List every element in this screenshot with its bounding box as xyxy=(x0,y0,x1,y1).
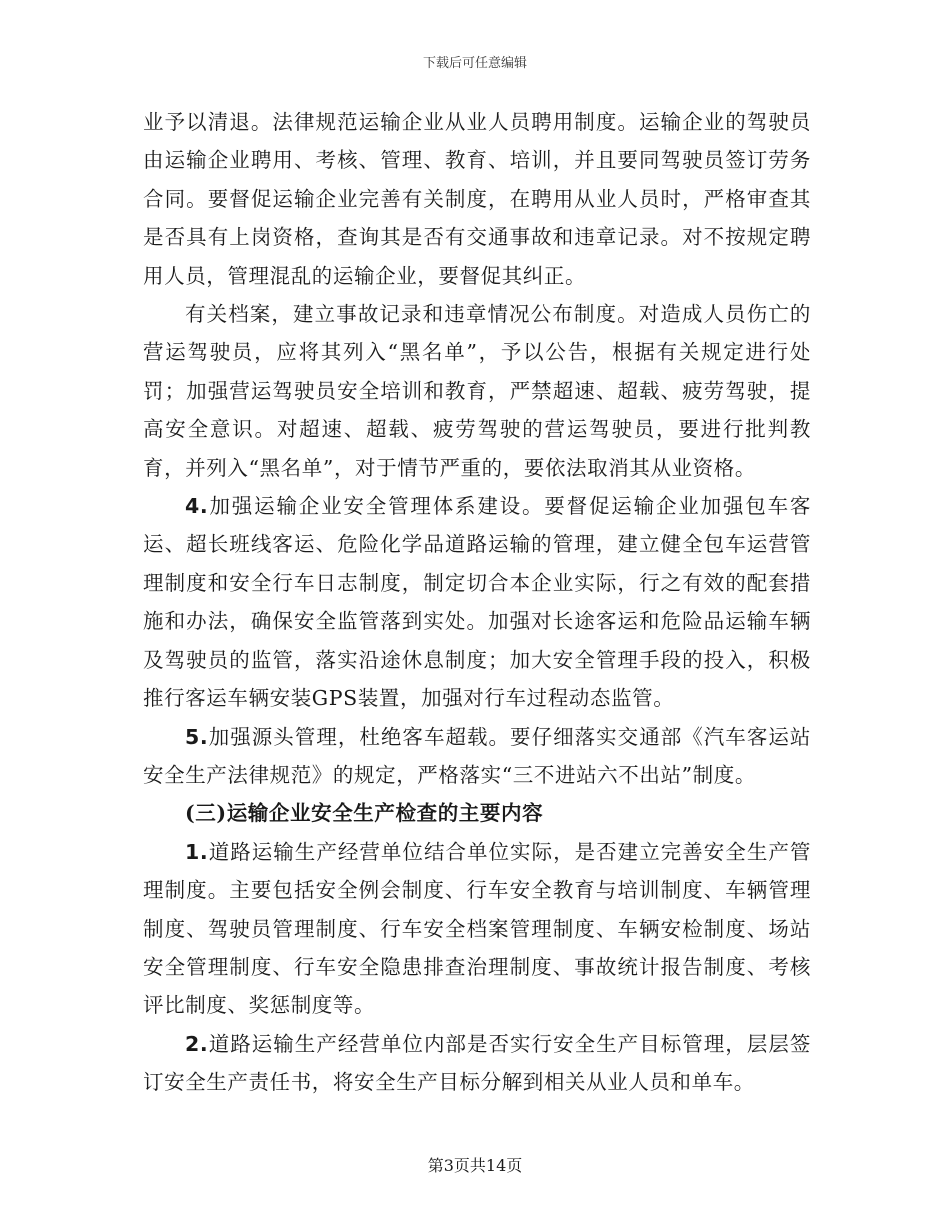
paragraph-item-5 xyxy=(143,718,811,795)
item-number: 4. xyxy=(185,494,209,519)
paragraph-text: 道路运输生产经营单位结合单位实际，是否建立完善安全生产管理制度。主要包括安全例会制度、行车安全教育与培训制度、车辆管理制度、驾驶员管理制度、行车安全档案管理制度、车辆安检制度、场站安全管理制度、行车安全隐患排查治理制度、事故统计报告制度、考核评比制度、奖惩制度等。 xyxy=(143,839,811,1018)
paragraph-text: 加强源头管理，杜绝客车超载。要仔细落实交通部《汽车客运站安全生产法律规范》的规定，严格落实“三不进站六不出站”制度。 xyxy=(143,724,811,787)
section-item-2 xyxy=(143,1025,811,1102)
page-footer: 第3页共14页 xyxy=(427,1156,523,1175)
item-number: 2. xyxy=(185,1031,209,1056)
paragraph-archives xyxy=(143,295,811,487)
paragraph-text: 加强运输企业安全管理体系建设。要督促运输企业加强包车客运、超长班线客运、危险化学品道路运输的管理，建立健全包车运营管理制度和安全行车日志制度，制定切合本企业实际，行之有效的配套措施和办法，确保安全监管落到实处。加强对长途客运和危险品运输车辆及驾驶员的监管，落实沿途休息制度；加大安全管理手段的投入，积极推行客运车辆安装GPS装置，加强对行车过程动态监管。 xyxy=(143,494,811,711)
page-header: 下载后可任意编辑 xyxy=(422,56,527,71)
paragraph-text: 道路运输生产经营单位内部是否实行安全生产目标管理，层层签订安全生产责任书，将安全生产目标分解到相关从业人员和单车。 xyxy=(143,1031,811,1095)
item-number: 1. xyxy=(185,839,209,864)
document-body xyxy=(143,103,811,1102)
paragraph-text: 业予以清退。法律规范运输企业从业人员聘用制度。运输企业的驾驶员由运输企业聘用、考核、管理、教育、培训，并且要同驾驶员签订劳务合同。要督促运输企业完善有关制度，在聘用从业人员时，严格审查其是否具有上岗资格，查询其是否有交通事故和违章记录。对不按规定聘用人员，管理混乱的运输企业，要督促其纠正。 xyxy=(143,110,811,288)
section-heading: (三)运输企业安全生产检查的主要内容 xyxy=(185,801,544,826)
item-number: 5. xyxy=(185,724,209,749)
paragraph-text: 有关档案，建立事故记录和违章情况公布制度。对造成人员伤亡的营运驾驶员，应将其列入“黑名单”，予以公告，根据有关规定进行处罚；加强营运驾驶员安全培训和教育，严禁超速、超载、疲劳驾驶，提高安全意识。对超速、超载、疲劳驾驶的营运驾驶员，要进行批判教育，并列入“黑名单”，对于情节严重的，要依法取消其从业资格。 xyxy=(143,302,811,480)
paragraph-continuation xyxy=(143,103,811,295)
paragraph-item-4 xyxy=(143,487,811,717)
section-item-1 xyxy=(143,833,811,1025)
